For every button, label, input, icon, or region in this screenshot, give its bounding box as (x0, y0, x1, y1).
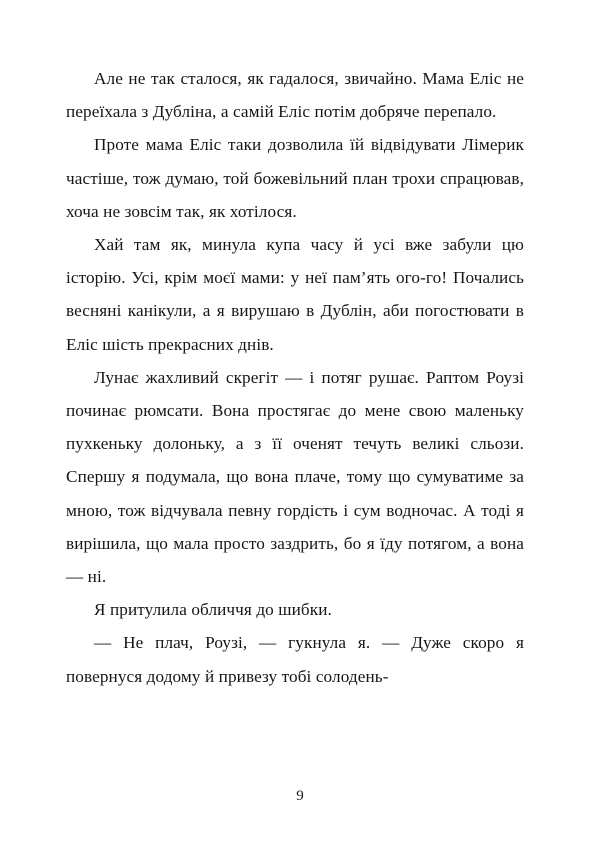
body-text (66, 62, 524, 693)
paragraph: Але не так сталося, як гадалося, звичайно. Мама Еліс не переїхала з Дубліна, а самій Еліс потім добряче перепало. (66, 69, 524, 122)
paragraph: — Не плач, Роузі, — гукнула я. — Дуже скоро я повернуся додому й привезу тобі солодень- (66, 633, 524, 686)
paragraph: Проте мама Еліс таки дозволила їй відвідувати Лімерик частіше, тож думаю, той божевільний план трохи спрацював, хоча не зовсім так, як хотілося. (66, 135, 524, 221)
paragraph: Лунає жахливий скрегіт — і потяг рушає. Раптом Роузі починає рюмсати. Вона простягає до мене свою маленьку пухкеньку долоньку, а з її оченят течуть великі сльози. Спершу я подумала, що вона плаче, тому що сумуватиме за мною, тож відчувала певну гордість і сум водночас. А тоді я вирішила, що мала просто заздрить, бо я їду потягом, а вона — ні. (66, 367, 524, 587)
paragraph: Я притулила обличчя до шибки. (94, 600, 332, 620)
page-number: 9 (296, 788, 304, 804)
paragraph: Хай там як, минула купа часу й усі вже забули цю історію. Усі, крім моєї мами: у неї пам’ять ого-го! Почались весняні канікули, а я вирушаю в Дублін, аби погостювати в Еліс шість прекрасних днів. (66, 235, 524, 354)
